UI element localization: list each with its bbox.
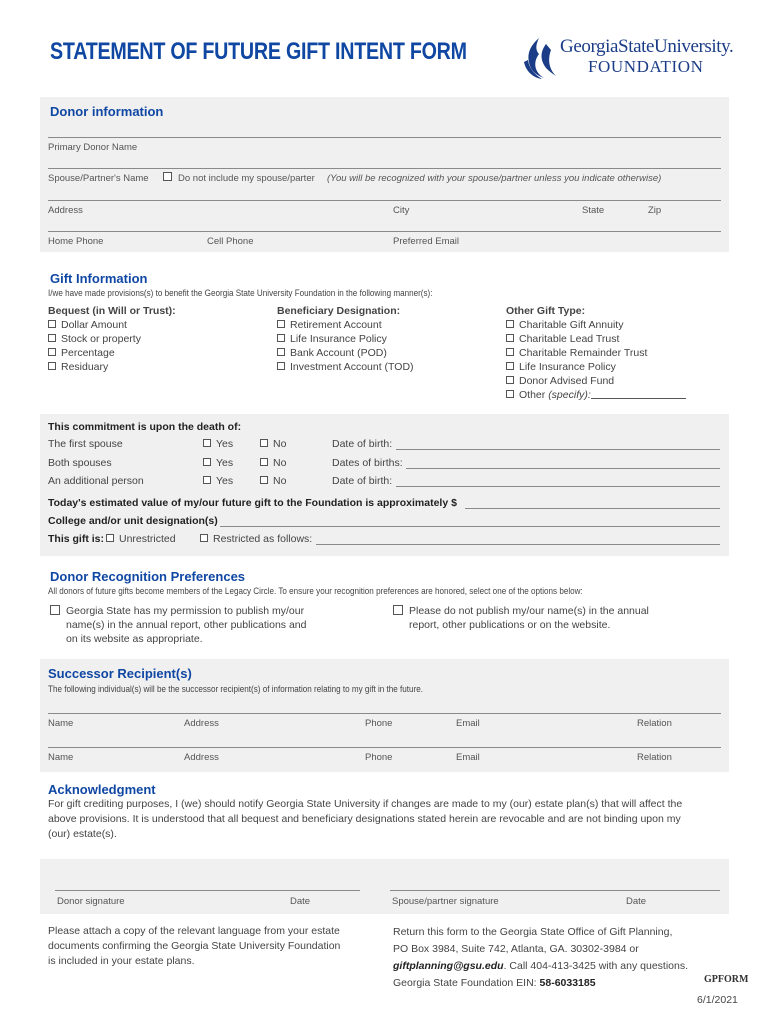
successor-name-label: Name [48, 718, 74, 729]
successor-phone-label: Phone [365, 718, 393, 729]
recognition-heading: Donor Recognition Preferences [50, 569, 246, 584]
publish-permission-checkbox[interactable] [50, 605, 60, 615]
beneficiary-column [277, 304, 414, 374]
bequest-title: Bequest (in Will or Trust): [48, 305, 176, 317]
spouse-date-label: Date [626, 896, 647, 907]
exclude-spouse-checkbox[interactable] [163, 172, 172, 181]
successor-phone-label: Phone [365, 752, 393, 763]
no-option[interactable]: No [260, 438, 286, 450]
restricted-field[interactable] [316, 544, 720, 545]
successor-address-label: Address [184, 752, 219, 763]
email-label: Preferred Email [393, 236, 459, 247]
state-label: State [582, 205, 605, 216]
donor-signature-line[interactable] [55, 890, 360, 891]
successor-email-label: Email [456, 752, 480, 763]
other-gift-option[interactable]: Charitable Lead Trust [506, 332, 686, 346]
donor-signature-label: Donor signature [57, 896, 125, 907]
home-phone-label: Home Phone [48, 236, 104, 247]
other-gift-option[interactable]: Life Insurance Policy [506, 360, 686, 374]
checkbox[interactable] [260, 439, 268, 447]
beneficiary-option[interactable]: Bank Account (POD) [277, 346, 414, 360]
beneficiary-option[interactable]: Retirement Account [277, 318, 414, 332]
successor-address-label: Address [184, 718, 219, 729]
checkbox[interactable] [48, 334, 56, 342]
dob-label: Dates of births: [332, 457, 403, 469]
college-designation-field[interactable] [220, 526, 720, 527]
spouse-name-line[interactable] [48, 168, 721, 169]
checkbox[interactable] [106, 534, 114, 542]
college-designation-label: College and/or unit designation(s) [48, 515, 218, 527]
beneficiary-option[interactable]: Investment Account (TOD) [277, 360, 414, 374]
gift-info-heading: Gift Information [50, 271, 148, 286]
successor-relation-label: Relation [637, 752, 672, 763]
bequest-column [48, 304, 176, 374]
do-not-publish-text: Please do not publish my/our name(s) in the annual report, other publications or on the website. [409, 605, 649, 631]
other-specify-field[interactable] [591, 389, 686, 399]
dob-label: Date of birth: [332, 438, 393, 450]
checkbox[interactable] [506, 362, 514, 370]
gift-intro: I/we have made provisions(s) to benefit the Georgia State University Foundation in the following manner(s): [48, 288, 433, 298]
checkbox[interactable] [506, 376, 514, 384]
other-gift-column [506, 304, 686, 402]
bequest-option[interactable]: Percentage [48, 346, 176, 360]
address-line[interactable] [48, 200, 721, 201]
checkbox[interactable] [260, 458, 268, 466]
spouse-name-label: Spouse/Partner's Name [48, 173, 149, 184]
successor-1-line[interactable] [48, 713, 721, 714]
successor-heading: Successor Recipient(s) [48, 666, 192, 681]
no-option[interactable]: No [260, 457, 286, 469]
other-gift-option[interactable]: Donor Advised Fund [506, 374, 686, 388]
acknowledgment-heading: Acknowledgment [48, 782, 156, 797]
beneficiary-option[interactable]: Life Insurance Policy [277, 332, 414, 346]
publish-permission-text: Georgia State has my permission to publish my/our name(s) in the annual report, other publications and on its website as appropriate. [66, 605, 307, 645]
checkbox[interactable] [48, 362, 56, 370]
other-gift-title: Other Gift Type: [506, 305, 586, 317]
checkbox[interactable] [277, 348, 285, 356]
do-not-publish-checkbox[interactable] [393, 605, 403, 615]
city-label: City [393, 205, 410, 216]
checkbox[interactable] [200, 534, 208, 542]
successor-2-line[interactable] [48, 747, 721, 748]
yes-option[interactable]: Yes [203, 475, 233, 487]
attach-note: Please attach a copy of the relevant language from your estate documents confirming the Georgia State University Foundation is included in your estate plans. [48, 925, 341, 967]
checkbox[interactable] [203, 458, 211, 466]
commitment-row-label: Both spouses [48, 457, 112, 469]
successor-relation-label: Relation [637, 718, 672, 729]
estimated-value-field[interactable] [465, 508, 720, 509]
bequest-option[interactable]: Dollar Amount [48, 318, 176, 332]
unrestricted-option[interactable]: Unrestricted [106, 533, 176, 545]
donor-date-label: Date [290, 896, 311, 907]
logo-foundation-text: FOUNDATION [588, 57, 704, 76]
restricted-option[interactable]: Restricted as follows: [200, 533, 312, 545]
acknowledgment-text: For gift crediting purposes, I (we) should notify Georgia State University if changes are made to my (our) estate plan(s) that will affect the above provisions. It is understood that all bequest and beneficiary designations stated herein are revocable and are not binding upon my (our) estate(s). [48, 798, 683, 840]
zip-label: Zip [648, 205, 662, 216]
checkbox[interactable] [277, 334, 285, 342]
successor-intro: The following individual(s) will be the successor recipient(s) of information relating to my gift in the future. [48, 684, 424, 694]
ein-number: 58-6033185 [539, 977, 596, 989]
address-label: Address [48, 205, 83, 216]
return-instructions: Return this form to the Georgia State Office of Gift Planning, PO Box 3984, Suite 742, Atlanta, GA. 30302-3984 or giftplanning@gsu.edu. Call 404-413-3425 with any questions. Georgia State Foundation EIN: 58-6033185 [393, 926, 689, 989]
yes-option[interactable]: Yes [203, 438, 233, 450]
checkbox[interactable] [506, 348, 514, 356]
dob-field[interactable] [396, 486, 720, 487]
cell-phone-label: Cell Phone [207, 236, 254, 247]
checkbox[interactable] [277, 362, 285, 370]
checkbox[interactable] [260, 476, 268, 484]
exclude-spouse-label: Do not include my spouse/parter [178, 173, 315, 184]
other-gift-option[interactable]: Other (specify): [506, 388, 686, 402]
flame-icon [520, 36, 558, 80]
checkbox[interactable] [48, 348, 56, 356]
phone-line[interactable] [48, 231, 721, 232]
successor-name-label: Name [48, 752, 74, 763]
checkbox[interactable] [506, 334, 514, 342]
beneficiary-title: Beneficiary Designation: [277, 305, 401, 317]
dob-field[interactable] [406, 468, 720, 469]
bequest-option[interactable]: Stock or property [48, 332, 176, 346]
successor-email-label: Email [456, 718, 480, 729]
no-option[interactable]: No [260, 475, 286, 487]
checkbox[interactable] [506, 320, 514, 328]
gift-planning-email-link[interactable]: giftplanning@gsu.edu [393, 960, 504, 972]
spouse-signature-line[interactable] [390, 890, 720, 891]
bequest-option[interactable]: Residuary [48, 360, 176, 374]
checkbox[interactable] [48, 320, 56, 328]
recognition-intro: All donors of future gifts become members of the Legacy Circle. To ensure your recognition preferences are honored, select one of the options below: [48, 586, 583, 596]
checkbox[interactable] [506, 390, 514, 398]
primary-donor-label: Primary Donor Name [48, 142, 138, 153]
this-gift-label: This gift is: [48, 533, 104, 545]
form-date: 6/1/2021 [697, 994, 738, 1006]
gsu-foundation-logo [520, 36, 735, 80]
checkbox[interactable] [203, 439, 211, 447]
checkbox[interactable] [277, 320, 285, 328]
commitment-row-label: An additional person [48, 475, 144, 487]
other-gift-option[interactable]: Charitable Gift Annuity [506, 318, 686, 332]
form-title: STATEMENT OF FUTURE GIFT INTENT FORM [50, 38, 467, 65]
logo-university-text: GeorgiaStateUniversity. [560, 36, 734, 57]
estimated-value-label: Today's estimated value of my/our future gift to the Foundation is approximately $ [48, 497, 457, 509]
form-code: GPFORM [704, 974, 749, 985]
dob-field[interactable] [396, 449, 720, 450]
checkbox[interactable] [203, 476, 211, 484]
other-gift-option[interactable]: Charitable Remainder Trust [506, 346, 686, 360]
spouse-signature-label: Spouse/partner signature [392, 896, 499, 907]
commitment-heading: This commitment is upon the death of: [48, 421, 242, 433]
primary-donor-line[interactable] [48, 137, 721, 138]
yes-option[interactable]: Yes [203, 457, 233, 469]
dob-label: Date of birth: [332, 475, 393, 487]
commitment-row-label: The first spouse [48, 438, 123, 450]
exclude-spouse-note: (You will be recognized with your spouse/partner unless you indicate otherwise) [327, 173, 662, 184]
donor-info-heading: Donor information [50, 104, 164, 119]
